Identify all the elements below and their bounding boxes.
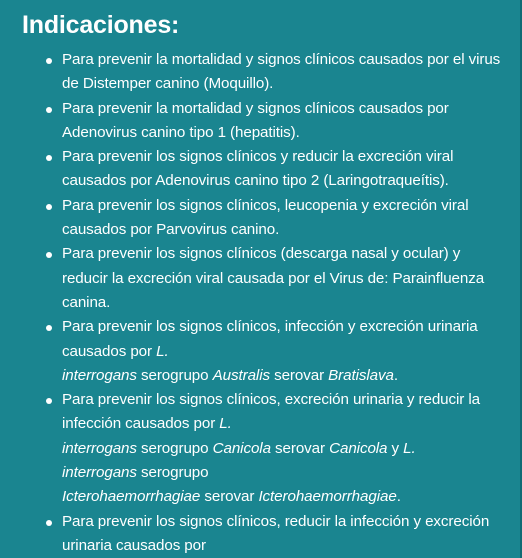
species-name: interrogans xyxy=(62,464,137,482)
item-text: serogrupo xyxy=(136,366,213,384)
serovar-name: Bratislava xyxy=(328,366,394,384)
item-text: Para prevenir los signos clínicos, infección y excreción urinaria causados por xyxy=(62,318,478,360)
item-text: Para prevenir los signos clínicos, excreción urinaria y reducir la infección causados por xyxy=(62,391,480,433)
list-item: Para prevenir los signos clínicos, reducir la infección y excreción urinaria causados por xyxy=(62,510,506,558)
list-item xyxy=(62,315,506,388)
serogroup-name: Australis xyxy=(212,366,270,384)
serogroup-name: Icterohaemorrhagiae xyxy=(62,488,201,506)
indications-list xyxy=(22,48,506,558)
serogroup-name: Canicola xyxy=(212,439,271,457)
genus-name: L. xyxy=(219,415,232,433)
item-text: serovar xyxy=(269,366,329,384)
item-text: serogrupo xyxy=(136,464,209,482)
list-item: Para prevenir la mortalidad y signos clínicos causados por Adenovirus canino tipo 1 (hepatitis). xyxy=(62,97,506,146)
item-text: . xyxy=(396,488,401,506)
genus-name: L. xyxy=(156,342,169,360)
serovar-name: Canicola xyxy=(329,439,388,457)
item-text: serovar xyxy=(200,488,259,506)
item-text: serovar xyxy=(270,439,330,457)
serovar-name: Icterohaemorrhagiae xyxy=(258,488,397,506)
genus-name: L. xyxy=(403,439,416,457)
item-text: . xyxy=(393,366,398,384)
item-text: y xyxy=(387,439,404,457)
species-name: interrogans xyxy=(62,439,137,457)
list-item: Para prevenir los signos clínicos, leucopenia y excreción viral causados por Parvovirus canino. xyxy=(62,194,506,243)
list-item: Para prevenir la mortalidad y signos clínicos causados por el virus de Distemper canino (Moquillo). xyxy=(62,48,506,97)
indications-heading: Indicaciones: xyxy=(22,11,180,39)
item-text: serogrupo xyxy=(136,439,213,457)
species-name: interrogans xyxy=(62,366,137,384)
list-item: Para prevenir los signos clínicos (descarga nasal y ocular) y reducir la excreción viral causada por el Virus de: Parainfluenza canina. xyxy=(62,242,506,315)
list-item: Para prevenir los signos clínicos y reducir la excreción viral causados por Adenovirus canino tipo 2 (Laringotraqueítis). xyxy=(62,145,506,194)
list-item xyxy=(62,388,506,509)
